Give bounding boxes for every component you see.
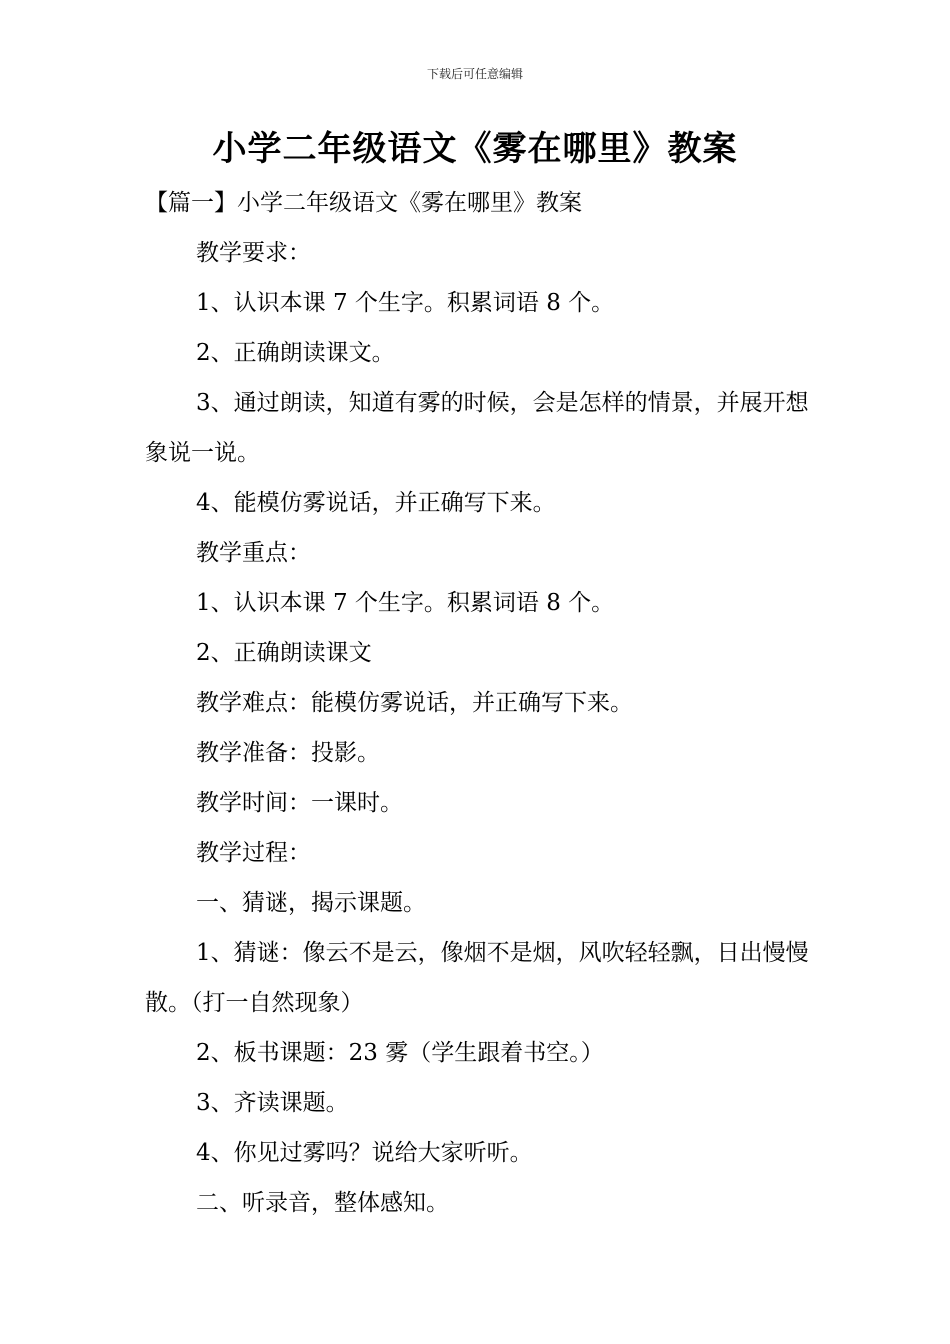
paragraph-key-point-1: 1、认识本课 7 个生字。积累词语 8 个。 [196, 590, 615, 616]
paragraph-step-1-share: 4、你见过雾吗？说给大家听听。 [196, 1140, 533, 1166]
paragraph-process-heading: 教学过程： [196, 840, 311, 866]
paragraph-requirement-3: 3、通过朗读，知道有雾的时候，会是怎样的情景，并展开想象说一说。 [145, 390, 809, 466]
document-body [145, 178, 810, 1228]
document-title: 小学二年级语文《雾在哪里》教案 [212, 129, 738, 169]
paragraph-requirement-4: 4、能模仿雾说话，并正确写下来。 [196, 490, 556, 516]
page-header-note: 下载后可任意编辑 [426, 67, 523, 81]
section-heading: 【篇一】小学二年级语文《雾在哪里》教案 [145, 190, 582, 216]
paragraph-step-2-heading: 二、听录音，整体感知。 [196, 1190, 449, 1216]
paragraph-requirement-1: 1、认识本课 7 个生字。积累词语 8 个。 [196, 290, 615, 316]
paragraph-step-1-board: 2、板书课题：23 雾（学生跟着书空。） [196, 1040, 604, 1066]
paragraph-time: 教学时间：一课时。 [196, 790, 403, 816]
paragraph-key-point-2: 2、正确朗读课文 [196, 640, 372, 666]
paragraph-difficulty: 教学难点：能模仿雾说话，并正确写下来。 [196, 690, 633, 716]
paragraph-requirements-heading: 教学要求： [196, 240, 311, 266]
paragraph-key-points-heading: 教学重点： [196, 540, 311, 566]
paragraph-requirement-2: 2、正确朗读课文。 [196, 340, 395, 366]
paragraph-step-1-heading: 一、猜谜，揭示课题。 [196, 890, 426, 916]
paragraph-step-1-riddle: 1、猜谜：像云不是云，像烟不是烟，风吹轻轻飘，日出慢慢散。（打一自然现象） [145, 940, 809, 1016]
paragraph-step-1-read: 3、齐读课题。 [196, 1090, 349, 1116]
paragraph-preparation: 教学准备：投影。 [196, 740, 380, 766]
